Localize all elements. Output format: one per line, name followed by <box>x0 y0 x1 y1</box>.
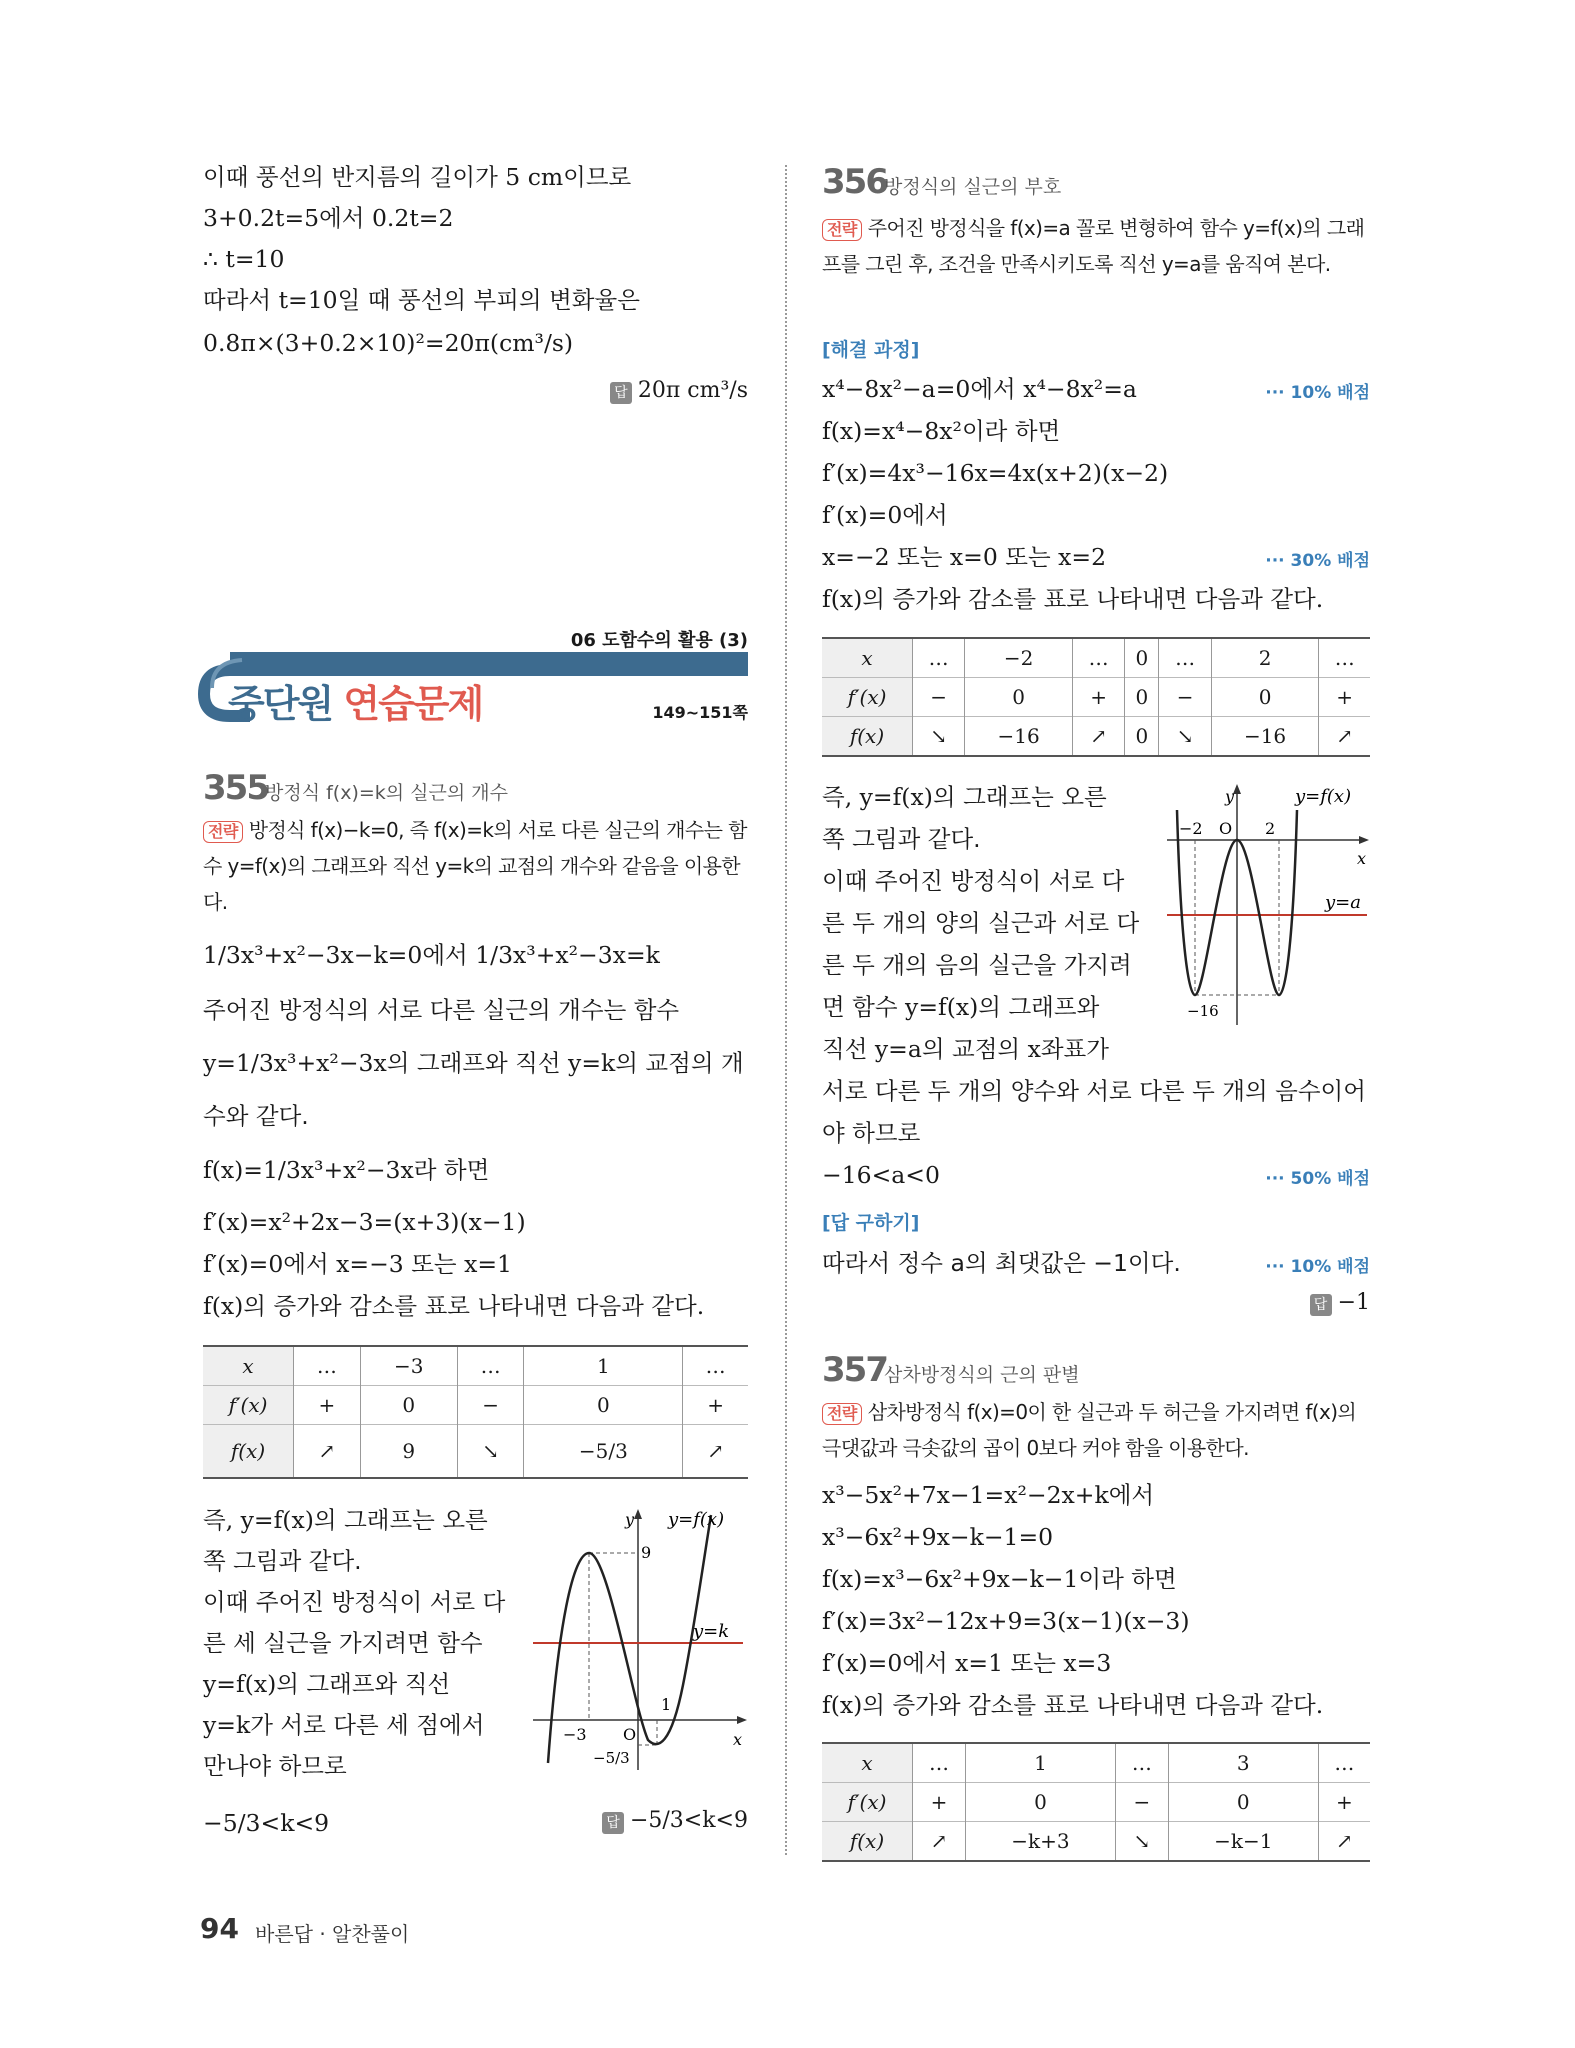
footer-text: 바른답 · 알찬풀이 <box>255 1922 410 1946</box>
table-cell: … <box>457 1346 524 1386</box>
table-cell: … <box>294 1346 361 1386</box>
table-cell: ↘ <box>913 717 965 757</box>
text-line: 주어진 방정식의 서로 다른 실근의 개수는 함수 <box>203 996 680 1024</box>
problem-number: 357 <box>822 1350 887 1390</box>
table-cell: −k+3 <box>966 1822 1116 1862</box>
strategy-tag: 전략 <box>822 219 862 241</box>
table-cell: ↗ <box>1319 717 1370 757</box>
table-cell: f(x) <box>822 1822 913 1862</box>
table-cell: x <box>822 1743 913 1783</box>
text-line: x⁴−8x²−a=0에서 x⁴−8x²=a <box>822 375 1137 403</box>
text-line: 른 세 실근을 가지려면 함수 <box>203 1629 483 1657</box>
table-cell: … <box>913 1743 966 1783</box>
x-axis-label: x <box>1357 849 1367 868</box>
text-line: 른 두 개의 음의 실근을 가지려 <box>822 951 1132 979</box>
problem-title: 방정식의 실근의 부호 <box>884 176 1062 198</box>
table-cell: 9 <box>360 1425 457 1479</box>
problem-357 <box>822 0 1370 2048</box>
text-line: 따라서 t=10일 때 풍선의 부피의 변화율은 <box>203 286 640 314</box>
text-line: f′(x)=0에서 <box>822 501 948 529</box>
tick-label: 1 <box>661 1695 672 1714</box>
table-row <box>822 1783 1370 1822</box>
table-cell: f(x) <box>203 1425 294 1479</box>
strategy-tip <box>822 1394 1370 1466</box>
table-cell: −5/3 <box>524 1425 683 1479</box>
problem-title: 방정식 f(x)=k의 실근의 개수 <box>265 782 508 804</box>
table-cell: + <box>1318 1783 1370 1822</box>
table-cell: − <box>1159 678 1211 717</box>
table-cell: f′(x) <box>203 1386 294 1425</box>
answer-value: 20π cm³/s <box>637 378 748 403</box>
y-axis-label: y <box>1225 787 1235 806</box>
table-cell: f(x) <box>822 717 913 757</box>
table-cell: 0 <box>1125 678 1159 717</box>
section-title-b: 연습문제 <box>343 682 483 726</box>
line-label: y=a <box>1325 892 1361 913</box>
table-cell: − <box>457 1386 524 1425</box>
table-cell: ↗ <box>913 1822 966 1862</box>
answer-label: [답 구하기] <box>822 1212 920 1234</box>
table-cell: 0 <box>360 1386 457 1425</box>
table-cell: 0 <box>966 1783 1116 1822</box>
problem-355 <box>200 0 748 2048</box>
curve-label: y=f(x) <box>668 1509 725 1530</box>
table-row <box>822 1822 1370 1862</box>
score-note: ··· 50% 배점 <box>1265 1169 1370 1189</box>
problem-number: 355 <box>203 768 268 808</box>
max-label: 9 <box>641 1543 652 1562</box>
table-cell: −16 <box>965 717 1073 757</box>
table-cell: −k−1 <box>1168 1822 1318 1862</box>
table-cell: 0 <box>524 1386 683 1425</box>
problem-title: 삼차방정식의 근의 판별 <box>884 1364 1080 1386</box>
text-line: y=f(x)의 그래프와 직선 <box>203 1670 451 1698</box>
table-cell: … <box>1318 1743 1370 1783</box>
table-cell: … <box>1319 638 1370 678</box>
text-line: 0.8π×(3+0.2×10)²=20π(cm³/s) <box>203 329 574 357</box>
table-cell: ↘ <box>457 1425 524 1479</box>
text-line: f(x)=x⁴−8x²이라 하면 <box>822 417 1061 445</box>
table-cell: f′(x) <box>822 678 913 717</box>
table-cell: 1 <box>524 1346 683 1386</box>
text-line: f(x)=1/3x³+x²−3x라 하면 <box>203 1156 490 1184</box>
problem-number: 356 <box>822 162 887 202</box>
column-divider <box>785 165 787 1855</box>
text-line: x=−2 또는 x=0 또는 x=2 <box>822 543 1107 571</box>
min-label: −5/3 <box>593 1749 630 1767</box>
table-row <box>203 1386 748 1425</box>
text-line: 따라서 정수 a의 최댓값은 −1이다. <box>822 1249 1181 1277</box>
table-cell: 0 <box>1125 717 1159 757</box>
text-line: −5/3<k<9 <box>203 1809 330 1837</box>
score-note: ··· 30% 배점 <box>1265 551 1370 571</box>
answer-355 <box>602 1808 748 1834</box>
table-cell: − <box>1115 1783 1168 1822</box>
strategy-tip <box>203 812 748 920</box>
variation-table-357 <box>822 1742 1370 1862</box>
table-cell: − <box>913 678 965 717</box>
origin-label: O <box>623 1725 637 1744</box>
answer-mark: 답 <box>610 382 632 404</box>
table-row <box>203 1346 748 1386</box>
score-note: ··· 10% 배점 <box>1265 383 1370 403</box>
table-cell: x <box>822 638 913 678</box>
section-chapter: 06 도함수의 활용 (3) <box>570 630 748 651</box>
text-line: f(x)의 증가와 감소를 표로 나타내면 다음과 같다. <box>822 585 1324 613</box>
strategy-text: 방정식 f(x)−k=0, 즉 f(x)=k의 서로 다른 실근의 개수는 함수 y=f(x)의 그래프와 직선 y=k의 교점의 개수와 같음을 이용한다. <box>203 818 747 914</box>
text-line: 직선 y=a의 교점의 x좌표가 <box>822 1035 1109 1063</box>
table-cell: ↘ <box>1159 717 1211 757</box>
line-label: y=k <box>693 1621 730 1642</box>
strategy-tag: 전략 <box>203 821 243 843</box>
text-line: f′(x)=3x²−12x+9=3(x−1)(x−3) <box>822 1607 1190 1635</box>
text-line: 1/3x³+x²−3x−k=0에서 1/3x³+x²−3x=k <box>203 941 660 969</box>
y-axis-label: y <box>625 1510 635 1529</box>
text-line: f′(x)=x²+2x−3=(x+3)(x−1) <box>203 1208 526 1236</box>
table-cell: + <box>683 1386 748 1425</box>
text-line: x³−5x²+7x−1=x²−2x+k에서 <box>822 1481 1155 1509</box>
table-cell: ↗ <box>294 1425 361 1479</box>
x-axis-label: x <box>733 1730 743 1749</box>
table-cell: −3 <box>360 1346 457 1386</box>
text-line: 야 하므로 <box>822 1119 921 1147</box>
table-cell: −2 <box>965 638 1073 678</box>
text-line: ∴ t=10 <box>203 245 285 273</box>
table-cell: x <box>203 1346 294 1386</box>
text-line: f′(x)=4x³−16x=4x(x+2)(x−2) <box>822 459 1169 487</box>
text-line: 서로 다른 두 개의 양수와 서로 다른 두 개의 음수이어 <box>822 1077 1366 1105</box>
strategy-text: 삼차방정식 f(x)=0이 한 실근과 두 허근을 가지려면 f(x)의 극댓값과 극솟값의 곱이 0보다 커야 함을 이용한다. <box>822 1400 1357 1460</box>
text-line: 이때 풍선의 반지름의 길이가 5 cm이므로 <box>203 163 632 191</box>
table-cell: −16 <box>1211 717 1319 757</box>
variation-table-355 <box>203 1345 748 1479</box>
tick-label: 2 <box>1265 819 1276 838</box>
text-line: 수와 같다. <box>203 1102 309 1130</box>
text-line: y=1/3x³+x²−3x의 그래프와 직선 y=k의 교점의 개 <box>203 1049 744 1077</box>
table-cell: 1 <box>966 1743 1116 1783</box>
table-cell: … <box>683 1346 748 1386</box>
graph-355 <box>533 1505 748 1775</box>
table-cell: … <box>1072 638 1124 678</box>
table-cell: + <box>1072 678 1124 717</box>
curve-label: y=f(x) <box>1295 786 1352 807</box>
table-cell: 0 <box>965 678 1073 717</box>
table-cell: 3 <box>1168 1743 1318 1783</box>
text-line: f′(x)=0에서 x=1 또는 x=3 <box>822 1649 1112 1677</box>
section-pages: 149~151쪽 <box>652 703 748 722</box>
tick-label: −3 <box>563 1725 587 1744</box>
table-cell: 2 <box>1211 638 1319 678</box>
section-title-a: 중단원 <box>228 682 333 726</box>
table-cell: ↗ <box>1318 1822 1370 1862</box>
text-line: 면 함수 y=f(x)의 그래프와 <box>822 993 1100 1021</box>
text-line: 른 두 개의 양의 실근과 서로 다 <box>822 909 1140 937</box>
text-line: −16<a<0 <box>822 1161 940 1189</box>
text-line: f(x)의 증가와 감소를 표로 나타내면 다음과 같다. <box>822 1691 1324 1719</box>
table-cell: + <box>294 1386 361 1425</box>
origin-label: O <box>1219 819 1233 838</box>
table-cell: 0 <box>1125 638 1159 678</box>
table-cell: … <box>1115 1743 1168 1783</box>
table-cell: ↘ <box>1115 1822 1168 1862</box>
text-line: 이때 주어진 방정식이 서로 다 <box>203 1588 506 1616</box>
table-cell: 0 <box>1211 678 1319 717</box>
process-label: [해결 과정] <box>822 339 920 361</box>
page-number: 94 <box>200 1912 239 1945</box>
text-line: 만나야 하므로 <box>203 1752 347 1780</box>
table-row <box>203 1425 748 1479</box>
text-line: 즉, y=f(x)의 그래프는 오른 <box>203 1506 488 1534</box>
answer-mark: 답 <box>1310 1294 1332 1316</box>
table-cell: + <box>1319 678 1370 717</box>
table-cell: 0 <box>1168 1783 1318 1822</box>
table-cell: ↗ <box>683 1425 748 1479</box>
table-cell: … <box>913 638 965 678</box>
text-line: f(x)의 증가와 감소를 표로 나타내면 다음과 같다. <box>203 1292 705 1320</box>
answer-value: −1 <box>1337 1290 1370 1315</box>
score-note: ··· 10% 배점 <box>1265 1257 1370 1277</box>
text-line: 쪽 그림과 같다. <box>822 825 981 853</box>
text-line: f(x)=x³−6x²+9x−k−1이라 하면 <box>822 1565 1177 1593</box>
table-cell: f′(x) <box>822 1783 913 1822</box>
strategy-tag: 전략 <box>822 1403 862 1425</box>
text-line: 쪽 그림과 같다. <box>203 1547 362 1575</box>
answer-mark: 답 <box>602 1812 624 1834</box>
table-cell: … <box>1159 638 1211 678</box>
answer-value: −5/3<k<9 <box>629 1808 748 1833</box>
text-line: 3+0.2t=5에서 0.2t=2 <box>203 204 454 232</box>
min-label: −16 <box>1187 1002 1219 1020</box>
text-line: 이때 주어진 방정식이 서로 다 <box>822 867 1125 895</box>
table-cell: ↗ <box>1072 717 1124 757</box>
text-line: x³−6x²+9x−k−1=0 <box>822 1523 1054 1551</box>
strategy-text: 주어진 방정식을 f(x)=a 꼴로 변형하여 함수 y=f(x)의 그래프를 그린 후, 조건을 만족시키도록 직선 y=a를 움직여 본다. <box>822 216 1365 276</box>
table-row <box>822 1743 1370 1783</box>
tick-label: −2 <box>1179 819 1203 838</box>
table-cell: + <box>913 1783 966 1822</box>
text-line: f′(x)=0에서 x=−3 또는 x=1 <box>203 1250 512 1278</box>
text-line: 즉, y=f(x)의 그래프는 오른 <box>822 783 1107 811</box>
text-line: y=k가 서로 다른 세 점에서 <box>203 1711 485 1739</box>
